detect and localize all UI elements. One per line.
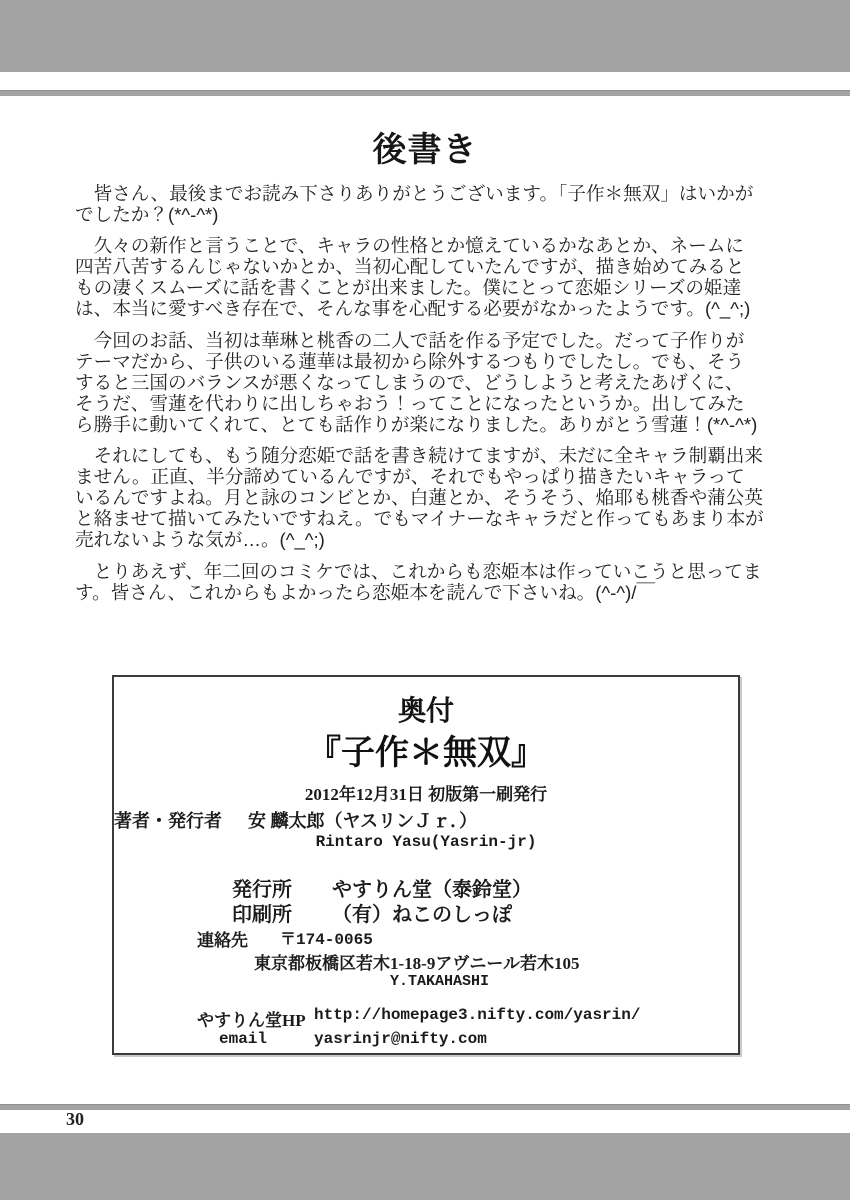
text-line: それにしても、もう随分恋姫で話を書き続けてますが、未だに全キャラ制覇出来 [75, 445, 763, 467]
page-bottom-rule [0, 1104, 850, 1110]
text-line: でしたか？(*^-^*) [75, 204, 219, 226]
scan-border-top [0, 0, 850, 72]
homepage-label: やすりん堂HP [197, 1011, 306, 1030]
text-line: 売れないような気が…。(^_^;) [75, 529, 325, 551]
postal-code: 〒174-0065 [280, 931, 373, 949]
text-line: 皆さん、最後までお読み下さりありがとうございます。「子作＊無双」はいかが [75, 183, 754, 204]
text-line: 今回のお話、当初は華琳と桃香の二人で話を作る予定でした。だって子作りが [75, 329, 745, 351]
text-line: そうだ、雪蓮を代わりに出しちゃおう！ってことになったというか。出してみた [75, 392, 745, 414]
publisher-row [114, 873, 738, 901]
homepage-url: http://homepage3.nifty.com/yasrin/ [314, 1006, 641, 1024]
contact-label: 連絡先 [197, 931, 248, 950]
text-line: と絡ませて描いてみたいですねえ。でもマイナーなキャラだと作ってもあまり本が [75, 508, 764, 530]
text-line: テーマだから、子供のいる蓮華は最初から除外するつもりでしたし。でも、そう [75, 350, 745, 372]
text-line: とりあえず、年二回のコミケでは、これからも恋姫本は作っていこうと思ってま [75, 560, 762, 582]
colophon-edition: 2012年12月31日 初版第一刷発行 [304, 785, 548, 804]
contact-name-row [114, 973, 738, 995]
afterword-paragraph [75, 330, 789, 435]
text-line: すると三国のバランスが悪くなってしまうので、どうしようと考えたあげくに、 [75, 371, 744, 393]
author-name: 安 麟太郎（ヤスリンＪｒ．） [248, 811, 478, 831]
text-line: 四苦八苦するんじゃないかとか、当初心配していたんですが、描き始めてみると [75, 256, 745, 278]
publisher-label: 発行所 [232, 879, 292, 901]
text-line: す。皆さん、これからもよかったら恋姫本を読んで下さいね。(^-^)/￣ [75, 581, 656, 603]
text-line: は、本当に愛すべき存在で、そんな事を心配する必要がなかったようです。(^_^;) [75, 298, 751, 320]
text-line: 久々の新作と言うことで、キャラの性格とか憶えているかなあとか、ネームに [75, 235, 745, 257]
afterword-paragraph [75, 445, 789, 550]
colophon-box [112, 675, 740, 1055]
afterword-paragraph [75, 235, 789, 319]
author-romaji: Rintaro Yasu(Yasrin-jr) [315, 833, 537, 851]
printer-row [114, 898, 738, 926]
contact-row [114, 926, 738, 948]
afterword-paragraph [75, 561, 789, 603]
afterword-body [75, 183, 789, 613]
email-label: email [219, 1030, 268, 1048]
email-address: yasrinjr@nifty.com [314, 1030, 487, 1048]
author-label: 著者・発行者 [114, 811, 222, 831]
colophon-heading: 奥付 [397, 695, 454, 726]
afterword-paragraph [75, 183, 789, 225]
contact-address: 東京都板橋区若木1-18-9アヴニール若木105 [254, 954, 580, 973]
text-line: ら勝手に動いてくれて、とても話作りが楽になりました。ありがとう雪蓮！(*^-^*) [75, 413, 758, 435]
email-row [114, 1030, 738, 1052]
printer-name: （有）ねこのしっぽ [332, 904, 512, 926]
text-line: いるんですよね。月と詠のコンビとか、白蓮とか、そうそう、焔耶も桃香や蒲公英 [75, 487, 763, 509]
text-line: もの凄くスムーズに話を書くことが出来ました。僕にとって恋姫シリーズの姫達 [75, 277, 742, 299]
address-row [114, 949, 738, 971]
page-number: 30 [66, 1109, 84, 1129]
printer-label: 印刷所 [232, 904, 292, 926]
afterword-title: 後書き [372, 130, 478, 169]
publisher-name: やすりん堂（泰鈴堂） [332, 879, 532, 901]
text-line: ません。正直、半分諦めているんですが、それでもやっぱり描きたいキャラって [75, 466, 745, 488]
colophon-author-row [114, 807, 738, 833]
scan-border-bottom [0, 1133, 850, 1200]
contact-name: Y.TAKAHASHI [390, 973, 490, 990]
homepage-row [114, 1006, 738, 1028]
page-top-rule [0, 90, 850, 96]
colophon-book-title: 『子作＊無双』 [307, 735, 545, 772]
